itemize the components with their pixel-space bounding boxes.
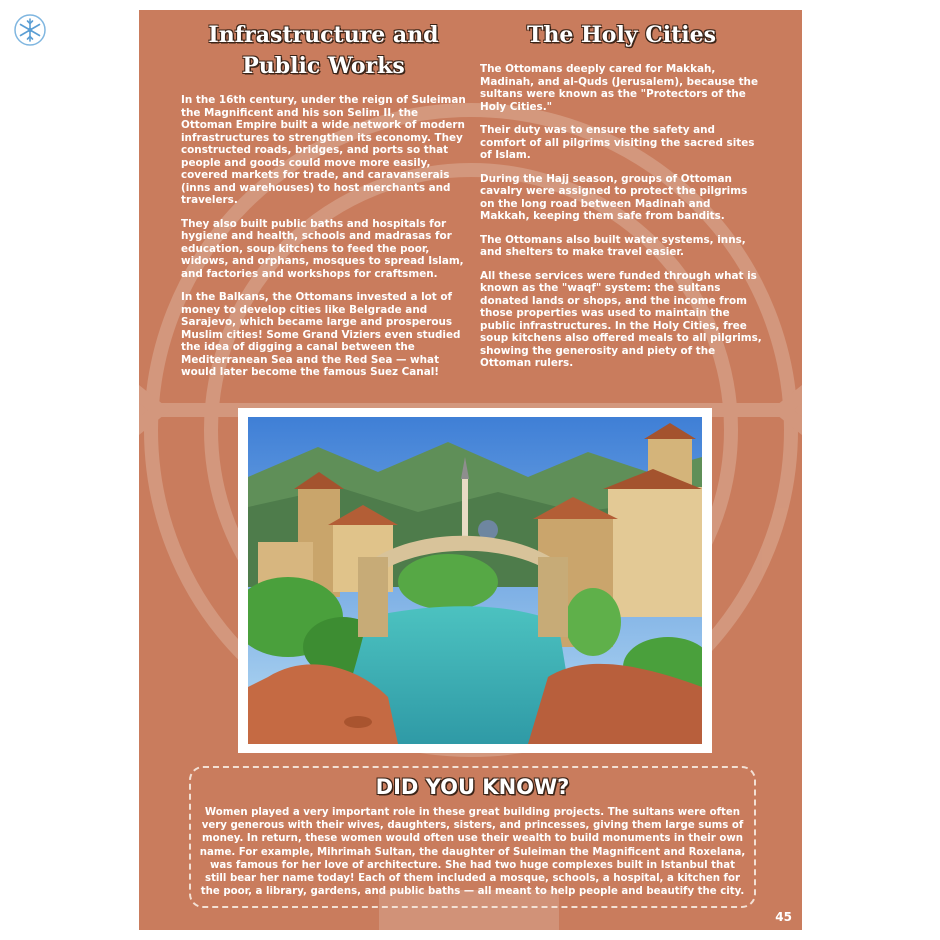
- snowflake-logo-icon: [14, 14, 46, 46]
- page-number: 45: [775, 910, 792, 924]
- left-column: [181, 20, 466, 390]
- did-you-know-text: Women played a very important role in these great building projects. The sultans were often very generous with their wives, daughters, sisters, and princesses, giving them large sums of money. In return, these women would often use their wealth to build monuments in their own name. For example, Mihrimah Sultan, the daughter of Suleiman the Magnificent and Roxelana, was famous for her love of architecture. She had two huge complexes built in Istanbul that still bear her name today! Each of them included a mosque, schools, a hospital, a kitchen for the poor, a library, gardens, and public baths — all meant to help people and beautify the city.: [199, 807, 746, 898]
- right-paragraph-4: The Ottomans also built water systems, inns, and shelters to make travel easier.: [480, 233, 746, 258]
- bridge-illustration: [248, 417, 702, 744]
- right-paragraph-5: All these services were funded through what is known as the "waqf" system: the sultans donated lands or shops, and the income from those properties was used to maintain the public infrastructures. In the Holy Cities, free soup kitchens also offered meals to all pilgrims, showing the generosity and piety of the Ottoman rulers.: [480, 269, 762, 369]
- right-column: [480, 20, 763, 381]
- right-paragraph-3: During the Hajj season, groups of Ottoman cavalry were assigned to protect the pilgrims on the long road between Madinah and Makkah, keeping them safe from bandits.: [480, 172, 748, 222]
- right-paragraph-2: Their duty was to ensure the safety and comfort of all pilgrims visiting the sacred sites of Islam.: [480, 124, 755, 161]
- book-page: [139, 10, 802, 930]
- left-paragraph-3: In the Balkans, the Ottomans invested a lot of money to develop cities like Belgrade and Sarajevo, which became large and prosperous Muslim cities! Some Grand Viziers even studied the idea of digging a canal between the Mediterranean Sea and the Red Sea — what would later become the famous Suez Canal!: [181, 291, 461, 378]
- right-column-heading: The Holy Cities: [526, 22, 717, 48]
- did-you-know-box: [189, 766, 756, 908]
- did-you-know-title: DID YOU KNOW?: [375, 775, 570, 799]
- left-paragraph-2: They also built public baths and hospitals for hygiene and health, schools and madrasas for education, soup kitchens to feed the poor, widows, and orphans, mosques to spread Islam, and factories and workshops for craftsmen.: [181, 217, 464, 280]
- bridge-illustration-frame: [238, 408, 712, 753]
- left-paragraph-1: In the 16th century, under the reign of Suleiman the Magnificent and his son Selim II, the Ottoman Empire built a wide network of modern infrastructures to strengthen its economy. They constructed roads, bridges, and ports so that people and goods could move more easily, covered markets for trade, and caravanserais (inns and warehouses) to host merchants and travelers.: [181, 94, 466, 206]
- right-paragraph-1: The Ottomans deeply cared for Makkah, Madinah, and al-Quds (Jerusalem), because the sultans were known as the "Protectors of the Holy Cities.": [480, 63, 758, 113]
- left-column-heading: Infrastructure and Public Works: [208, 22, 439, 79]
